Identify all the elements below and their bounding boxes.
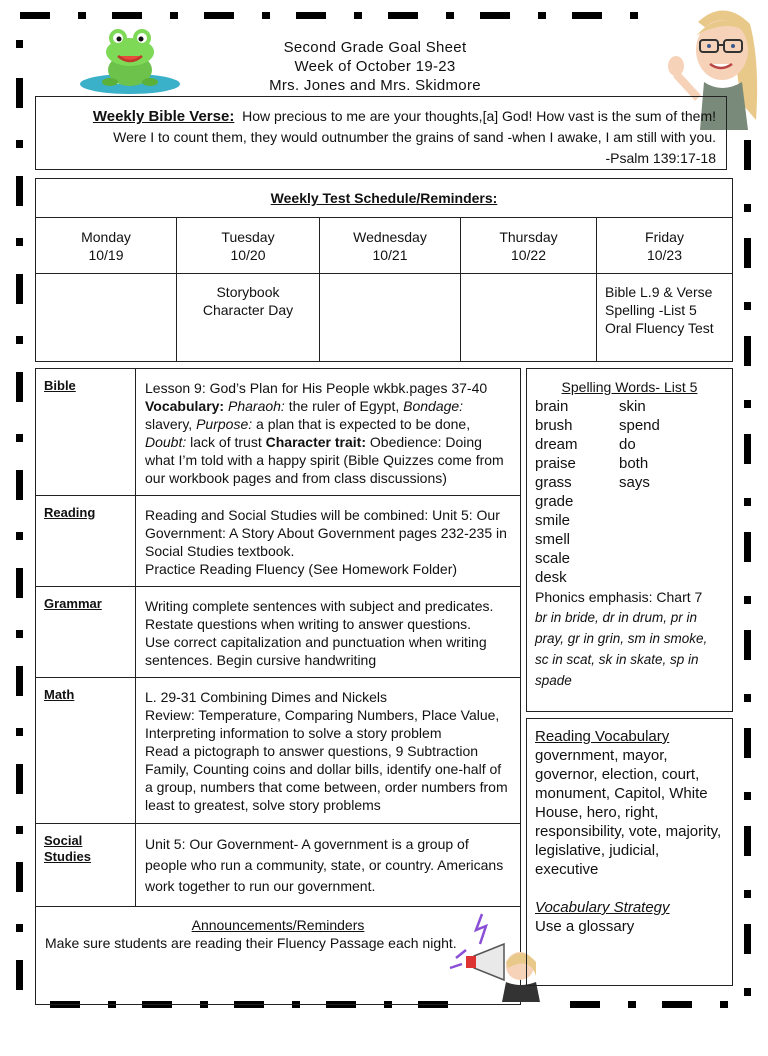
spelling-word: desk	[535, 569, 567, 586]
day-tuesday: Tuesday 10/20	[177, 218, 320, 274]
spelling-word: grade	[535, 493, 574, 510]
week-label: Week of October 19-23	[294, 58, 456, 75]
verse-text-2: Were I to count them, they would outnumber the grains of sand -when I awake, I am still with you.	[113, 129, 716, 145]
subject-name: Reading	[36, 496, 136, 587]
spelling-word-pair: brush spend	[535, 417, 660, 434]
subject-row-social-studies	[36, 824, 521, 907]
vocabulary-title: Reading Vocabulary	[535, 728, 670, 745]
subject-name: Grammar	[36, 587, 136, 678]
verse-reference: -Psalm 139:17-18	[605, 150, 716, 166]
subject-row-bible	[36, 369, 521, 496]
subject-name: Social Studies	[36, 824, 136, 907]
subject-details: Writing complete sentences with subject and predicates. Restate questions when writing to answer questions. Use correct capitalization and punctuation when writing sentences. Begin cursive handwriting	[136, 587, 521, 678]
subject-details: Reading and Social Studies will be combined: Unit 5: Our Government: A Story About Government pages 232-235 in Social Studies textbook. Practice Reading Fluency (See Homework Folder)	[136, 496, 521, 587]
reading-vocabulary-box	[526, 718, 733, 986]
bible-verse-box	[35, 96, 727, 170]
vocabulary-strategy-title: Vocabulary Strategy	[535, 899, 670, 916]
spelling-word-pair: dream do	[535, 436, 636, 453]
spelling-word-pair: grass says	[535, 474, 650, 491]
verse-label: Weekly Bible Verse:	[92, 108, 235, 125]
day-thursday: Thursday 10/22	[461, 218, 597, 274]
subject-details: L. 29-31 Combining Dimes and Nickels Review: Temperature, Comparing Numbers, Place Value, Interpreting information to solve a story problem Read a pictograph to answer questions, 9 Subtraction Family, Counting coins and dollar bills, identify one-half of a group, numbers that come between, order numbers from least to greatest, solve story problems	[136, 678, 521, 824]
tuesday-notes: Storybook Character Day	[177, 274, 320, 362]
page-header	[230, 38, 520, 95]
spelling-words-box	[526, 368, 733, 712]
subject-name: Bible	[36, 369, 136, 496]
spelling-word-pair: praise both	[535, 455, 649, 472]
weekly-schedule-table	[35, 178, 733, 362]
wednesday-notes	[320, 274, 461, 362]
frog-icon	[78, 22, 182, 96]
spelling-word-pair: brain skin	[535, 398, 646, 415]
subject-details: Lesson 9: God’s Plan for His People wkbk.pages 37-40 Vocabulary: Pharaoh: the ruler of Egypt, Bondage: slavery, Purpose: a plan that is expected to be done, Doubt: lack of trust Character trait: Obedience: Doing what I’m told with a happy spirit (Bible Quizzes come from our workbook pages and from class discussions)	[136, 369, 521, 496]
page-title: Second Grade Goal Sheet	[283, 39, 467, 56]
subject-row-reading	[36, 496, 521, 587]
day-wednesday: Wednesday 10/21	[320, 218, 461, 274]
phonics-emphasis: Phonics emphasis: Chart 7 br in bride, dr in drum, pr in pray, gr in grin, sm in smoke, sc in scat, sk in skate, sp in spade	[535, 589, 708, 688]
thursday-notes	[461, 274, 597, 362]
subject-row-grammar	[36, 587, 521, 678]
subject-name: Math	[36, 678, 136, 824]
spelling-title: Spelling Words- List 5	[561, 379, 698, 395]
schedule-title: Weekly Test Schedule/Reminders:	[36, 179, 733, 218]
spelling-word: scale	[535, 550, 571, 567]
day-monday: Monday 10/19	[36, 218, 177, 274]
teacher-names: Mrs. Jones and Mrs. Skidmore	[269, 77, 481, 94]
announcements-title: Announcements/Reminders	[191, 917, 365, 933]
monday-notes	[36, 274, 177, 362]
spelling-word: smile	[535, 512, 571, 529]
phonics-examples: br in bride, dr in drum, pr in pray, gr in grin, sm in smoke, sc in scat, sk in skate, sp in spade	[535, 610, 708, 688]
subject-details: Unit 5: Our Government- A government is a group of people who run a community, state, or country. Americans work together to run our government.	[136, 824, 521, 907]
friday-notes: Bible L.9 & Verse Spelling -List 5 Oral Fluency Test	[597, 274, 733, 362]
announcements-text: Make sure students are reading their Fluency Passage each night.	[45, 935, 457, 951]
subject-row-math	[36, 678, 521, 824]
spelling-word: smell	[535, 531, 571, 548]
verse-text-1: How precious to me are your thoughts,[a] God! How vast is the sum of them!	[242, 108, 716, 124]
vocabulary-words: government, mayor, governor, election, court, monument, Capitol, White House, hero, right, responsibility, vote, majority, legislative, judicial, executive	[535, 747, 722, 878]
day-friday: Friday 10/23	[597, 218, 733, 274]
vocabulary-strategy: Use a glossary	[535, 918, 635, 935]
subjects-table	[35, 368, 521, 907]
